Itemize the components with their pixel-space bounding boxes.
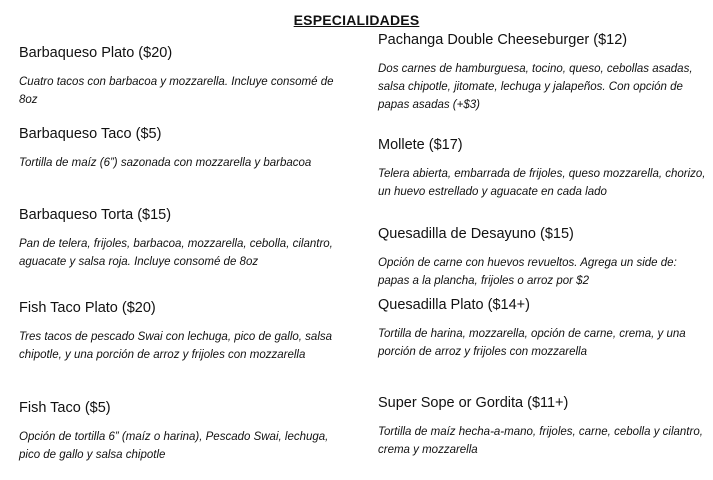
item-description: Pan de telera, frijoles, barbacoa, mozzarella, cebolla, cilantro, aguacate y salsa roja. Incluye consomé de 8oz <box>19 238 333 268</box>
menu-item-fish-taco-plato <box>19 298 344 364</box>
item-name: Quesadilla Plato ($14+) <box>378 297 530 313</box>
item-name: Super Sope or Gordita ($11+) <box>378 395 569 411</box>
item-description: Dos carnes de hamburguesa, tocino, queso, cebollas asadas, salsa chipotle, jitomate, lechuga y jalapeños. Con opción de papas asadas (+$3) <box>378 63 693 111</box>
item-description: Telera abierta, embarrada de frijoles, queso mozzarella, chorizo, un huevo estrellado y aguacate en cada lado <box>378 168 706 198</box>
item-name: Pachanga Double Cheeseburger ($12) <box>378 32 628 48</box>
item-description: Tres tacos de pescado Swai con lechuga, pico de gallo, salsa chipotle, y una porción de arroz y frijoles con mozzarella <box>19 331 333 361</box>
menu-item-barbaqueso-taco <box>19 124 344 172</box>
item-name: Barbaqueso Taco ($5) <box>19 126 162 142</box>
item-name: Barbaqueso Plato ($20) <box>19 45 173 61</box>
item-description: Tortilla de maíz hecha-a-mano, frijoles, carne, cebolla y cilantro, crema y mozzarella <box>378 426 703 456</box>
menu-item-barbaqueso-plato <box>19 43 344 109</box>
item-description: Opción de tortilla 6” (maíz o harina), Pescado Swai, lechuga, pico de gallo y salsa chipotle <box>19 431 329 461</box>
item-description: Tortilla de maíz (6”) sazonada con mozzarella y barbacoa <box>19 157 312 169</box>
menu-item-quesadilla-desayuno <box>378 224 708 290</box>
item-description: Cuatro tacos con barbacoa y mozzarella. Incluye consomé de 8oz <box>19 76 334 106</box>
menu-title: ESPECIALIDADES <box>293 12 420 28</box>
item-name: Barbaqueso Torta ($15) <box>19 207 172 223</box>
menu-item-barbaqueso-torta <box>19 205 344 271</box>
menu-item-pachanga-cheeseburger <box>378 30 708 114</box>
item-name: Fish Taco Plato ($20) <box>19 300 156 316</box>
item-name: Fish Taco ($5) <box>19 400 111 416</box>
menu-item-fish-taco <box>19 398 344 464</box>
item-description: Tortilla de harina, mozzarella, opción de carne, crema, y una porción de arroz y frijoles con mozzarella <box>378 328 686 358</box>
menu-item-quesadilla-plato <box>378 295 708 361</box>
item-description: Opción de carne con huevos revueltos. Agrega un side de: papas a la plancha, frijoles o arroz por $2 <box>378 257 677 287</box>
menu-item-mollete <box>378 135 708 201</box>
menu-item-super-sope-gordita <box>378 393 708 459</box>
item-name: Mollete ($17) <box>378 137 463 153</box>
item-name: Quesadilla de Desayuno ($15) <box>378 226 574 242</box>
